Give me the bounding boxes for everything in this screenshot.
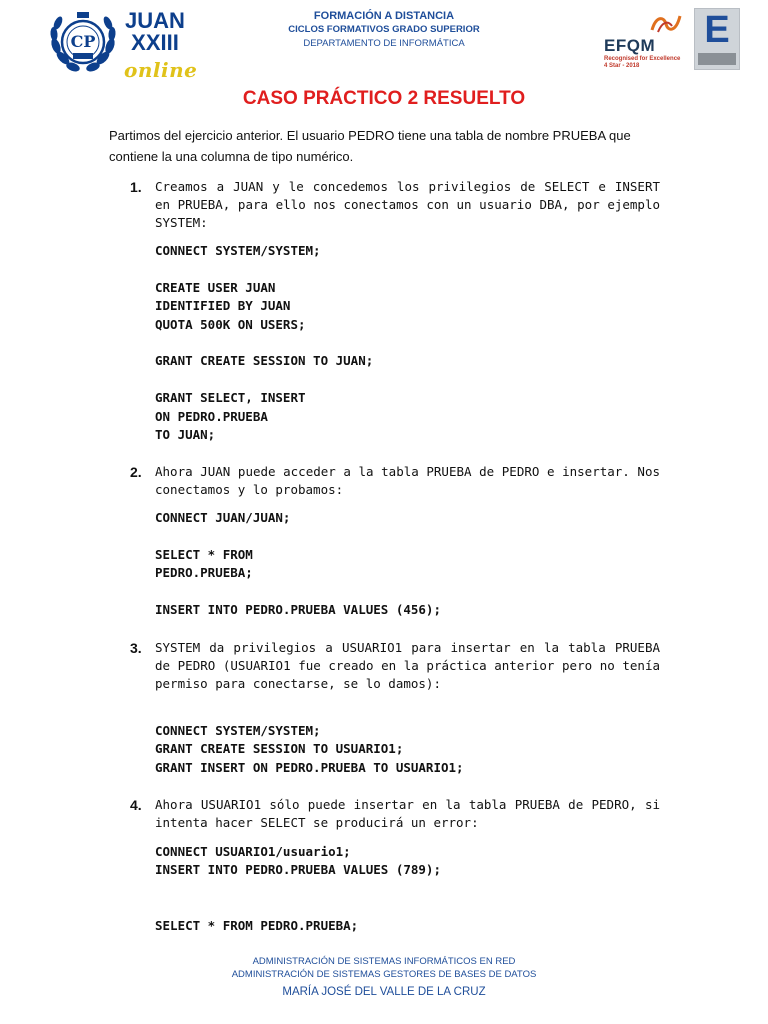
- step-number: 3.: [130, 640, 142, 656]
- code-block-2: CONNECT JUAN/JUAN; SELECT * FROM PEDRO.PRUEBA; INSERT INTO PEDRO.PRUEBA VALUES (456);: [155, 510, 441, 618]
- code-block-1: CONNECT SYSTEM/SYSTEM; CREATE USER JUAN IDENTIFIED BY JUAN QUOTA 500K ON USERS; GRANT CREATE SESSION TO JUAN; GRANT SELECT, INSERT ON PEDRO.PRUEBA TO JUAN;: [155, 243, 374, 443]
- footer-author: MARÍA JOSÉ DEL VALLE DE LA CRUZ: [282, 986, 486, 998]
- step-1: [130, 178, 660, 232]
- svg-text:CP: CP: [70, 32, 96, 51]
- header-center: [230, 9, 538, 51]
- efqm-logo: [596, 8, 692, 72]
- step-text: SYSTEM da privilegios a USUARIO1 para insertar en la tabla PRUEBA de PEDRO (USUARIO1 fue creado en la práctica anterior pero no tenía permiso para conectarse, se lo damos):: [155, 640, 660, 691]
- efqm-swirl-icon: [648, 10, 684, 36]
- code-block-3: CONNECT SYSTEM/SYSTEM; GRANT CREATE SESSION TO USUARIO1; GRANT INSERT ON PEDRO.PRUEBA TO USUARIO1;: [155, 723, 464, 775]
- intro-paragraph: Partimos del ejercicio anterior. El usuario PEDRO tiene una tabla de nombre PRUEBA que contiene la una columna de tipo numérico.: [109, 128, 631, 164]
- step-text: Ahora JUAN puede acceder a la tabla PRUEBA de PEDRO e insertar. Nos conectamos y lo probamos:: [155, 464, 660, 497]
- efqm-word: EFQM: [604, 36, 656, 55]
- page-title: CASO PRÁCTICO 2 RESUELTO: [242, 88, 526, 109]
- laurel-seal-icon: [46, 6, 120, 78]
- badge-stripe: [698, 53, 736, 65]
- footer-line-2: ADMINISTRACIÓN DE SISTEMAS GESTORES DE BASES DE DATOS: [231, 969, 537, 980]
- step-2: [130, 463, 660, 499]
- badge-letter: E: [704, 9, 730, 51]
- step-text: Creamos a JUAN y le concedemos los privilegios de SELECT e INSERT en PRUEBA, para ello nos conectamos con un usuario DBA, por ejemplo SYSTEM:: [155, 179, 660, 230]
- step-number: 1.: [130, 179, 142, 195]
- page-footer: [0, 955, 768, 1001]
- code-block-4: CONNECT USUARIO1/usuario1; INSERT INTO PEDRO.PRUEBA VALUES (789); SELECT * FROM PEDRO.PRUEBA;: [155, 844, 441, 933]
- school-name: JUAN XXIII: [125, 8, 185, 55]
- efqm-stars: 4 Star - 2018: [604, 63, 640, 69]
- header-line-3: DEPARTAMENTO DE INFORMÁTICA: [303, 38, 465, 49]
- step-number: 4.: [130, 797, 142, 813]
- step-text: Ahora USUARIO1 sólo puede insertar en la tabla PRUEBA de PEDRO, si intenta hacer SELECT se producirá un error:: [155, 797, 660, 830]
- efqm-recognised: Recognised for Excellence: [604, 56, 681, 62]
- header-line-2: CICLOS FORMATIVOS GRADO SUPERIOR: [288, 24, 480, 35]
- header-line-1: FORMACIÓN A DISTANCIA: [313, 10, 455, 22]
- footer-line-1: ADMINISTRACIÓN DE SISTEMAS INFORMÁTICOS EN RED: [252, 956, 516, 967]
- step-3: [130, 639, 660, 693]
- step-number: 2.: [130, 464, 142, 480]
- school-logo: [46, 6, 198, 82]
- excellence-badge: [694, 8, 740, 70]
- online-tagline: online: [124, 58, 198, 82]
- step-4: [130, 796, 660, 832]
